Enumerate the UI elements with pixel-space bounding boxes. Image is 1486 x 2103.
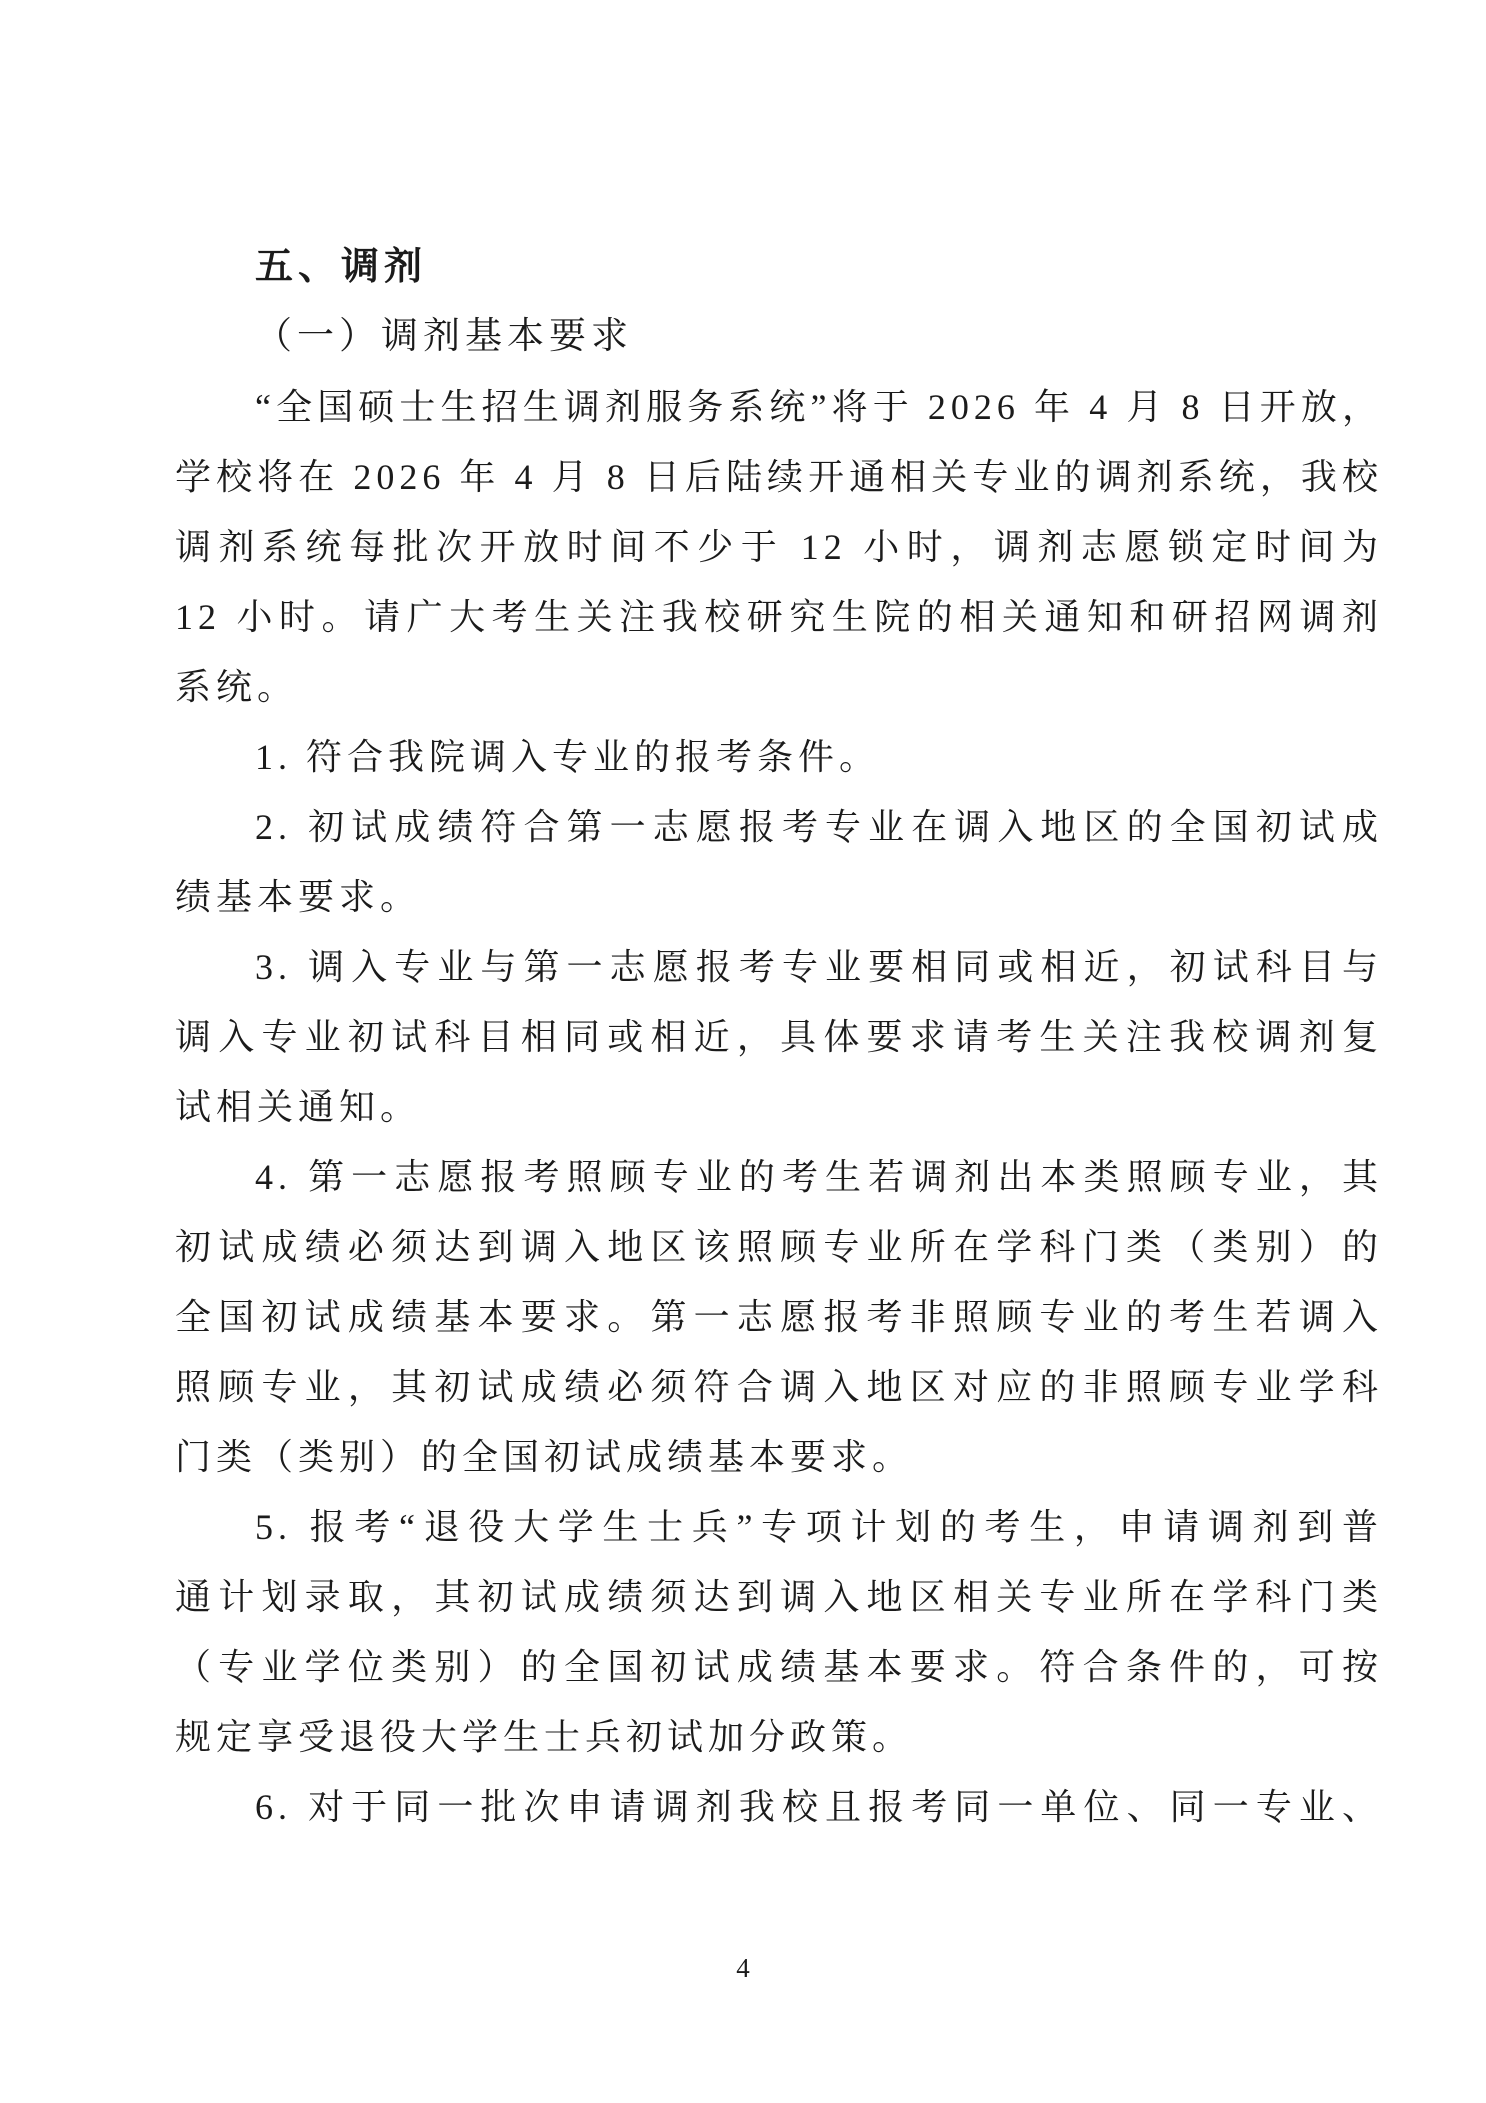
- text-line: 系统。: [175, 667, 299, 707]
- document-body: [175, 232, 1383, 1842]
- text-line: （专业学位类别）的全国初试成绩基本要求。符合条件的，可按: [175, 1647, 1383, 1687]
- text-line: 调入专业初试科目相同或相近，具体要求请考生关注我校调剂复: [175, 1017, 1383, 1057]
- text-line: 学校将在 2026 年 4 月 8 日后陆续开通相关专业的调剂系统，我校: [175, 457, 1383, 497]
- text-line: 4. 第一志愿报考照顾专业的考生若调剂出本类照顾专业，其: [255, 1157, 1383, 1197]
- text-line: 绩基本要求。: [175, 877, 422, 917]
- section-heading: 五、调剂: [255, 246, 428, 288]
- paragraph-lines: [175, 372, 1383, 1842]
- text-line: 门类（类别）的全国初试成绩基本要求。: [175, 1437, 914, 1477]
- text-line: 试相关通知。: [175, 1087, 422, 1127]
- text-line: 12 小时。请广大考生关注我校研究生院的相关通知和研招网调剂: [175, 597, 1383, 637]
- text-line: 6. 对于同一批次申请调剂我校且报考同一单位、同一专业、: [255, 1787, 1383, 1827]
- text-line: 调剂系统每批次开放时间不少于 12 小时，调剂志愿锁定时间为: [175, 527, 1383, 567]
- text-line: 全国初试成绩基本要求。第一志愿报考非照顾专业的考生若调入: [175, 1297, 1383, 1337]
- text-line: 5. 报考“退役大学生士兵”专项计划的考生，申请调剂到普: [255, 1507, 1383, 1547]
- page-number: 4: [736, 1953, 750, 1983]
- text-line: 通计划录取，其初试成绩须达到调入地区相关专业所在学科门类: [175, 1577, 1383, 1617]
- text-line: “全国硕士生招生调剂服务系统”将于 2026 年 4 月 8 日开放，: [255, 387, 1383, 427]
- text-line: 2. 初试成绩符合第一志愿报考专业在调入地区的全国初试成: [255, 807, 1383, 847]
- text-line: 3. 调入专业与第一志愿报考专业要相同或相近，初试科目与: [255, 947, 1383, 987]
- text-line: 初试成绩必须达到调入地区该照顾专业所在学科门类（类别）的: [175, 1227, 1383, 1267]
- text-line: 照顾专业，其初试成绩必须符合调入地区对应的非照顾专业学科: [175, 1367, 1383, 1407]
- text-line: 规定享受退役大学生士兵初试加分政策。: [175, 1717, 914, 1757]
- subsection-heading: （一）调剂基本要求: [255, 316, 633, 357]
- page-footer: [0, 1948, 1486, 1988]
- text-line: 1. 符合我院调入专业的报考条件。: [255, 737, 881, 777]
